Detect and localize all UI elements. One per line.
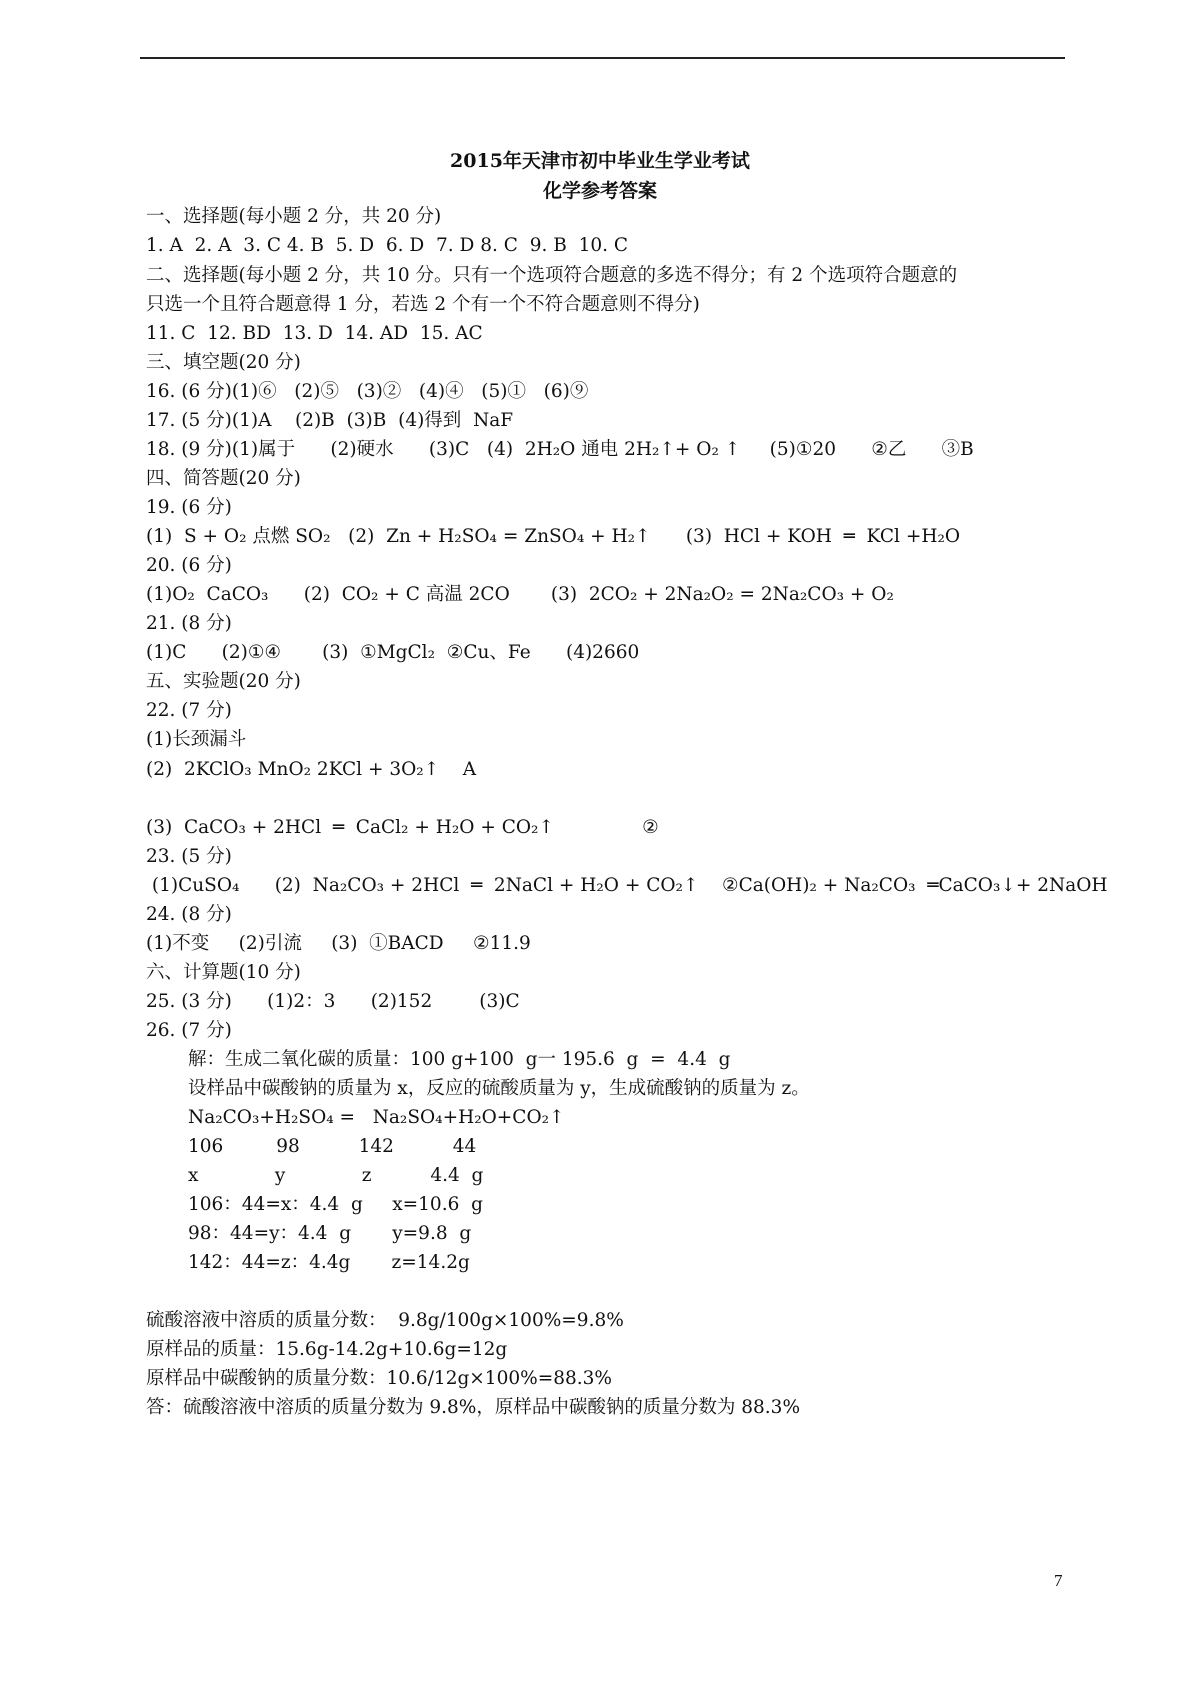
solution-line: 设样品中碳酸钠的质量为 x，反应的硫酸质量为 y，生成硫酸钠的质量为 z。	[188, 1078, 810, 1099]
header-rule	[140, 57, 1065, 59]
section-2-heading: 二、选择题(每小题 2 分，共 10 分。只有一个选项符合题意的多选不得分；有 2 个选项符合题意的	[146, 265, 958, 286]
molar-mass-line: 106 98 142 44	[188, 1136, 477, 1157]
page-number: 7	[1054, 1571, 1063, 1590]
section-2-heading-cont: 只选一个且符合题意得 1 分，若选 2 个有一个不符合题意则不得分)	[146, 294, 700, 315]
solution-line: 解：生成二氧化碳的质量：100 g+100 g一 195.6 g = 4.4 g	[188, 1049, 731, 1070]
question-heading: 22. (7 分)	[146, 700, 232, 721]
answer-line: 17. (5 分)(1)A (2)B (3)B (4)得到 NaF	[146, 410, 514, 431]
question-heading: 19. (6 分)	[146, 497, 232, 518]
answer-line: (1)CuSO₄ (2) Na₂CO₃ + 2HCl ═ 2NaCl + H₂O + CO₂↑ ②Ca(OH)₂ + Na₂CO₃ ═CaCO₃↓+ 2NaOH	[146, 875, 1108, 896]
answer-line: (1)O₂ CaCO₃ (2) CO₂ + C 高温 2CO (3) 2CO₂ + 2Na₂O₂ = 2Na₂CO₃ + O₂	[146, 584, 894, 605]
answer-line: 11. C 12. BD 13. D 14. AD 15. AC	[146, 323, 483, 344]
calc-line: 106：44=x：4.4 g x=10.6 g	[188, 1194, 483, 1215]
result-line: 原样品的质量：15.6g-14.2g+10.6g=12g	[146, 1339, 508, 1360]
result-line: 硫酸溶液中溶质的质量分数： 9.8g/100g×100%=9.8%	[146, 1310, 624, 1331]
result-line: 原样品中碳酸钠的质量分数：10.6/12g×100%=88.3%	[146, 1368, 612, 1389]
final-answer: 答：硫酸溶液中溶质的质量分数为 9.8%，原样品中碳酸钠的质量分数为 88.3%	[146, 1397, 801, 1418]
section-3-heading: 三、填空题(20 分)	[146, 352, 301, 373]
calc-line: 142：44=z：4.4g z=14.2g	[188, 1252, 470, 1273]
answer-line: 1. A 2. A 3. C 4. B 5. D 6. D 7. D 8. C 9. B 10. C	[146, 235, 629, 256]
answer-line: (1) S + O₂ 点燃 SO₂ (2) Zn + H₂SO₄ = ZnSO₄ + H₂↑ (3) HCl + KOH ═ KCl +H₂O	[146, 526, 961, 547]
question-heading: 20. (6 分)	[146, 555, 232, 576]
section-4-heading: 四、简答题(20 分)	[146, 468, 301, 489]
document-title: 2015年天津市初中毕业生学业考试	[450, 150, 750, 172]
question-heading: 23. (5 分)	[146, 846, 232, 867]
document-subtitle: 化学参考答案	[542, 180, 657, 202]
question-heading: 21. (8 分)	[146, 613, 232, 634]
question-heading: 26. (7 分)	[146, 1020, 232, 1041]
answer-line: (1)不变 (2)引流 (3) ①BACD ②11.9	[146, 933, 531, 954]
section-1-heading: 一、选择题(每小题 2 分，共 20 分)	[146, 206, 442, 227]
answer-line: (3) CaCO₃ + 2HCl ═ CaCl₂ + H₂O + CO₂↑ ②	[146, 817, 659, 838]
answer-line: (1)C (2)①④ (3) ①MgCl₂ ②Cu、Fe (4)2660	[146, 642, 640, 663]
answer-line: (1)长颈漏斗	[146, 729, 247, 750]
calc-line: 98：44=y：4.4 g y=9.8 g	[188, 1223, 472, 1244]
unknowns-line: x y z 4.4 g	[188, 1165, 484, 1186]
section-5-heading: 五、实验题(20 分)	[146, 671, 301, 692]
answer-line: 18. (9 分)(1)属于 (2)硬水 (3)C (4) 2H₂O 通电 2H₂↑+ O₂ ↑ (5)①20 ②乙 ③B	[146, 439, 974, 460]
question-heading: 24. (8 分)	[146, 904, 232, 925]
answer-line: 25. (3 分) (1)2：3 (2)152 (3)C	[146, 991, 520, 1012]
answer-line: (2) 2KClO₃ MnO₂ 2KCl + 3O₂↑ A	[146, 759, 477, 780]
equation-line: Na₂CO₃+H₂SO₄ = Na₂SO₄+H₂O+CO₂↑	[188, 1107, 565, 1128]
answer-line: 16. (6 分)(1)⑥ (2)⑤ (3)② (4)④ (5)① (6)⑨	[146, 381, 589, 402]
section-6-heading: 六、计算题(10 分)	[146, 962, 301, 983]
